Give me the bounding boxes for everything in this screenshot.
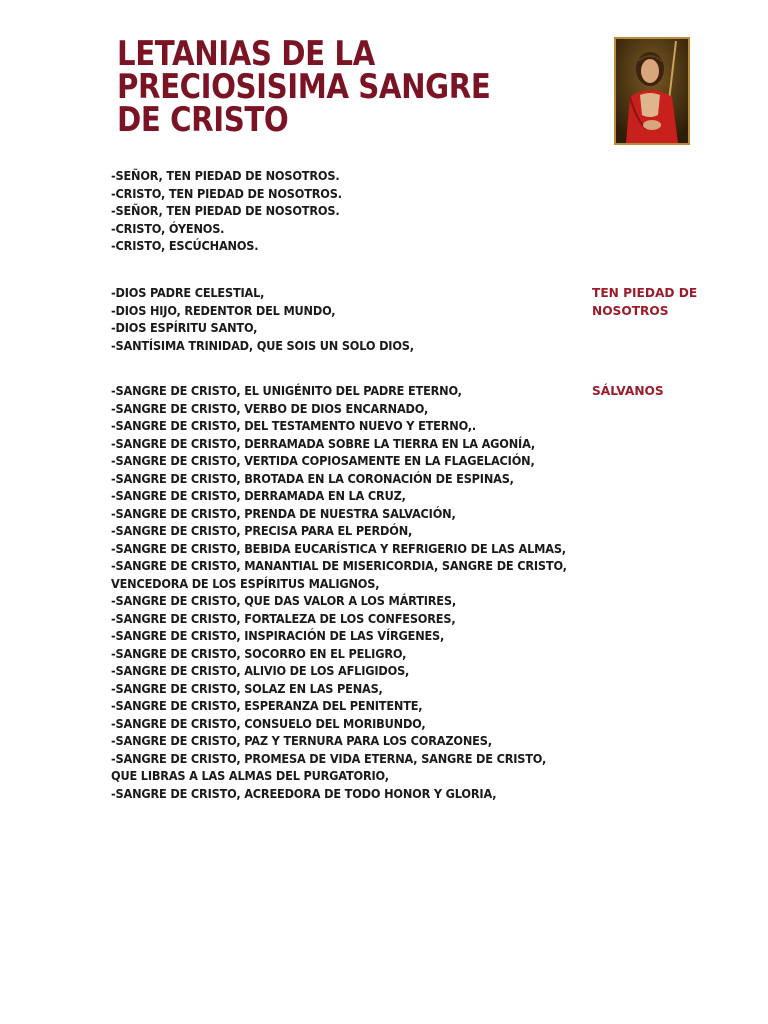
litany-line: -SANGRE DE CRISTO, FORTALEZA DE LOS CONFESORES, [111, 611, 456, 626]
litany-line: -CRISTO, ESCÚCHANOS. [111, 239, 259, 253]
trinity-invocations [111, 285, 437, 355]
litany-line: -SANGRE DE CRISTO, DEL TESTAMENTO NUEVO Y ETERNO,. [111, 419, 477, 433]
litany-line: -CRISTO, ÓYENOS. [111, 221, 225, 236]
response-ten-piedad [592, 285, 697, 320]
litany-line: -SANTÍSIMA TRINIDAD, QUE SOIS UN SOLO DIOS, [111, 338, 414, 353]
litany-line: -SANGRE DE CRISTO, BROTADA EN LA CORONACIÓN DE ESPINAS, [111, 471, 514, 486]
litany-line: QUE LIBRAS A LAS ALMAS DEL PURGATORIO, [111, 769, 389, 783]
litany-line: -SANGRE DE CRISTO, ALIVIO DE LOS AFLIGIDOS, [111, 664, 410, 678]
title-line: LETANIAS DE LA [117, 34, 375, 74]
litany-line: -SANGRE DE CRISTO, DERRAMADA SOBRE LA TIERRA EN LA AGONÍA, [111, 436, 535, 451]
litany-line: -SANGRE DE CRISTO, PAZ Y TERNURA PARA LOS CORAZONES, [111, 734, 492, 748]
blood-of-christ-invocations [111, 383, 601, 803]
litany-line: -SANGRE DE CRISTO, ESPERANZA DEL PENITENTE, [111, 699, 423, 713]
litany-line: -CRISTO, TEN PIEDAD DE NOSOTROS. [111, 186, 342, 201]
litany-line: -SANGRE DE CRISTO, VERTIDA COPIOSAMENTE EN LA FLAGELACIÓN, [111, 454, 535, 468]
litany-line: -SANGRE DE CRISTO, PROMESA DE VIDA ETERNA, SANGRE DE CRISTO, [111, 751, 547, 766]
response-line: TEN PIEDAD DE [592, 286, 698, 300]
litany-line: -SANGRE DE CRISTO, MANANTIAL DE MISERICORDIA, SANGRE DE CRISTO, [111, 559, 567, 573]
litany-line: -SANGRE DE CRISTO, CONSUELO DEL MORIBUNDO, [111, 716, 426, 731]
litany-line: -DIOS PADRE CELESTIAL, [111, 286, 265, 300]
litany-line: -SANGRE DE CRISTO, EL UNIGÉNITO DEL PADRE ETERNO, [111, 384, 462, 398]
title-line: DE CRISTO [117, 100, 289, 140]
response-line: SÁLVANOS [592, 384, 664, 398]
response-salvanos [592, 383, 664, 401]
litany-line: -SANGRE DE CRISTO, VERBO DE DIOS ENCARNADO, [111, 401, 429, 416]
litany-line: -DIOS HIJO, REDENTOR DEL MUNDO, [111, 303, 336, 318]
litany-line: VENCEDORA DE LOS ESPÍRITUS MALIGNOS, [111, 576, 380, 591]
litany-line: -SANGRE DE CRISTO, INSPIRACIÓN DE LAS VÍRGENES, [111, 629, 445, 643]
litany-line: -DIOS ESPÍRITU SANTO, [111, 321, 258, 335]
litany-line: -SANGRE DE CRISTO, SOCORRO EN EL PELIGRO, [111, 646, 407, 661]
opening-invocations [111, 168, 359, 256]
litany-line: -SANGRE DE CRISTO, PRENDA DE NUESTRA SALVACIÓN, [111, 506, 456, 521]
title-line: PRECIOSISIMA SANGRE [117, 67, 491, 107]
litany-line: -SANGRE DE CRISTO, BEBIDA EUCARÍSTICA Y REFRIGERIO DE LAS ALMAS, [111, 541, 566, 556]
litany-line: -SANGRE DE CRISTO, SOLAZ EN LAS PENAS, [111, 681, 383, 696]
litany-line: -SEÑOR, TEN PIEDAD DE NOSOTROS. [111, 169, 340, 183]
litany-line: -SANGRE DE CRISTO, ACREEDORA DE TODO HONOR Y GLORIA, [111, 786, 497, 801]
litany-line: -SANGRE DE CRISTO, QUE DAS VALOR A LOS MÁRTIRES, [111, 594, 456, 608]
document-title [117, 34, 521, 140]
litany-line: -SANGRE DE CRISTO, PRECISA PARA EL PERDÓN, [111, 524, 413, 538]
christ-portrait-icon [614, 37, 690, 145]
litany-line: -SEÑOR, TEN PIEDAD DE NOSOTROS. [111, 204, 340, 218]
portrait-image [616, 39, 688, 143]
response-line: NOSOTROS [592, 303, 669, 318]
litany-line: -SANGRE DE CRISTO, DERRAMADA EN LA CRUZ, [111, 489, 406, 503]
